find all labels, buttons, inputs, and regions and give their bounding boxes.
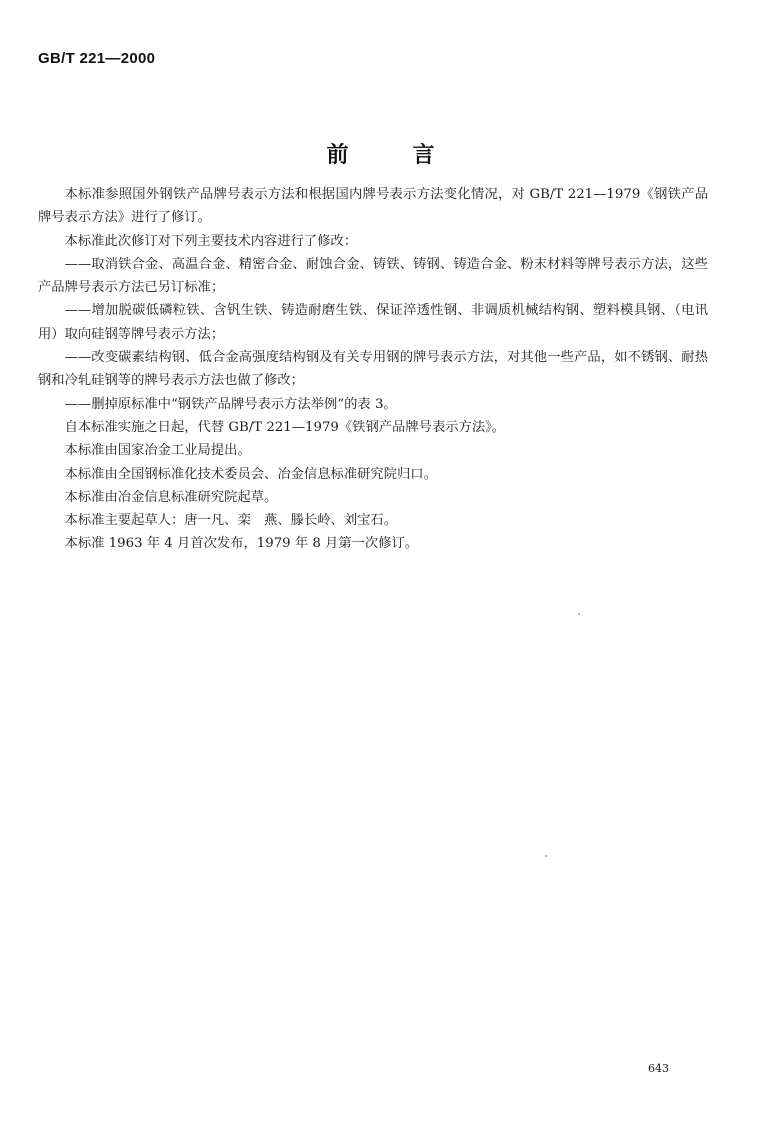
paragraph: 本标准 1963 年 4 月首次发布，1979 年 8 月第一次修订。 xyxy=(64,536,419,552)
paragraph: 本标准此次修订对下列主要技术内容进行了修改： xyxy=(64,233,358,249)
scan-speck xyxy=(545,855,547,857)
paragraph: 本标准由国家冶金工业局提出。 xyxy=(64,443,251,459)
paragraph: ——增加脱碳低磷粒铁、含钒生铁、铸造耐磨生铁、保证淬透性钢、非调质机械结构钢、塑料模具钢、（电讯用）取向硅钢等牌号表示方法； xyxy=(38,303,708,342)
paragraph: 本标准由冶金信息标准研究院起草。 xyxy=(64,489,278,505)
standard-code: GB/T 221—2000 xyxy=(38,50,156,67)
paragraph: ——删掉原标准中“钢铁产品牌号表示方法举例”的表 3。 xyxy=(64,396,397,412)
paragraph: 自本标准实施之日起，代替 GB/T 221—1979《铁钢产品牌号表示方法》。 xyxy=(64,419,506,435)
foreword-body xyxy=(38,183,708,556)
page-title: 前言 xyxy=(326,143,499,168)
paragraph: ——取消铁合金、高温合金、精密合金、耐蚀合金、铸铁、铸钢、铸造合金、粉末材料等牌号表示方法，这些产品牌号表示方法已另订标准； xyxy=(38,256,708,296)
paragraph: 本标准由全国钢标准化技术委员会、冶金信息标准研究院归口。 xyxy=(64,466,437,482)
paragraph: 本标准主要起草人：唐一凡、栾 燕、滕长岭、刘宝石。 xyxy=(64,513,398,529)
scan-speck xyxy=(578,613,580,615)
paragraph: 本标准参照国外钢铁产品牌号表示方法和根据国内牌号表示方法变化情况，对 GB/T 221—1979《钢铁产品牌号表示方法》进行了修订。 xyxy=(38,187,708,226)
page-number: 643 xyxy=(648,1062,669,1075)
paragraph: ——改变碳素结构钢、低合金高强度结构钢及有关专用钢的牌号表示方法，对其他一些产品，如不锈钢、耐热钢和冷轧硅钢等的牌号表示方法也做了修改； xyxy=(38,350,708,389)
